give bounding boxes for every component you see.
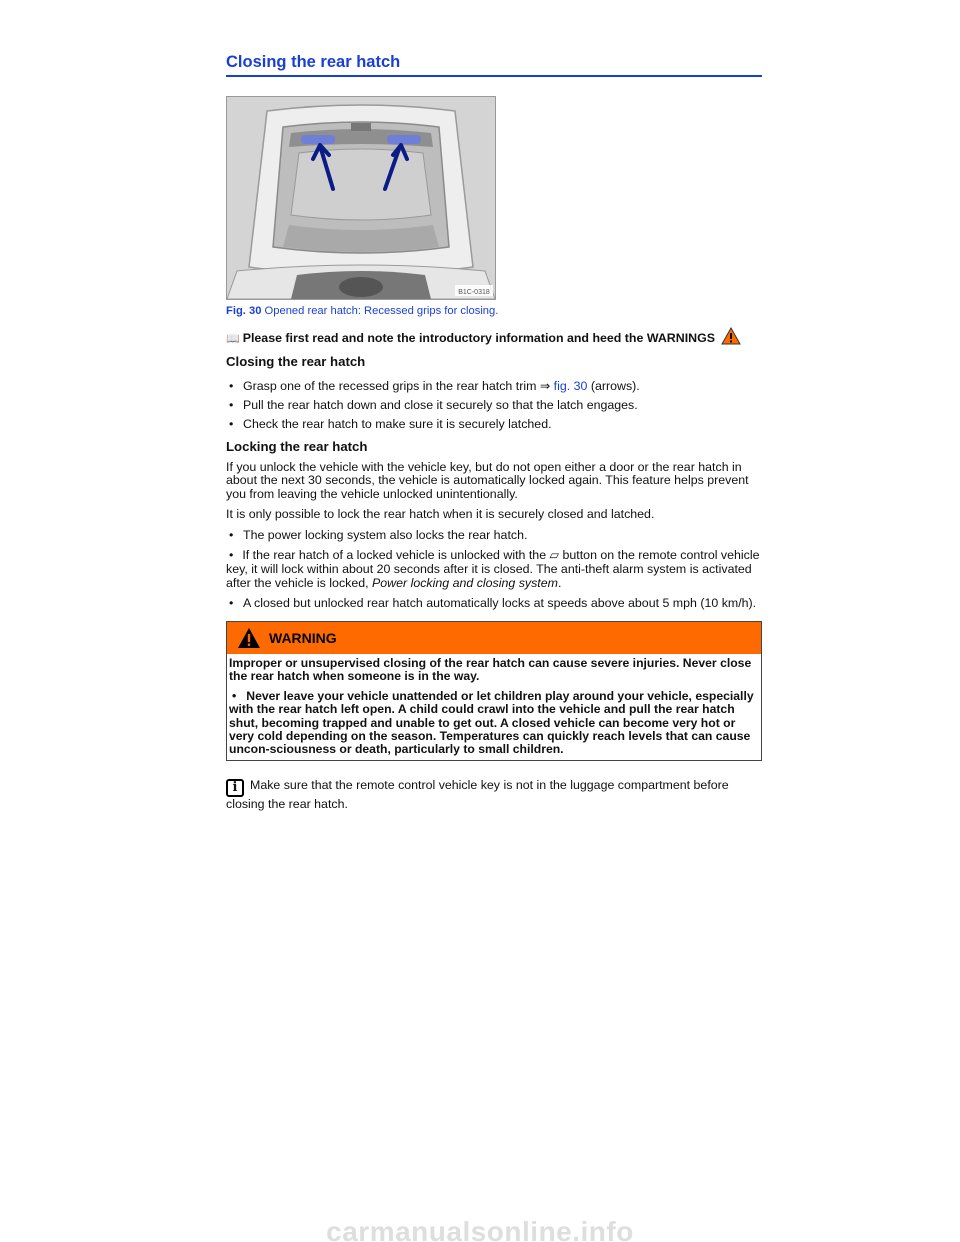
heading-locking: Locking the rear hatch [226,439,368,454]
list-item: • Grasp one of the recessed grips in the rear hatch trim ⇒ fig. 30 (arrows). [229,379,640,393]
warning-bullet: • Never leave your vehicle unattended or let children play around your vehicle, especially with the rear hatch left open. A child could crawl into the vehicle and pull the rear hatch shut, becoming trapped and unable to get out. A closed vehicle can become very hot or very cold depending on the season. Temperatures can quickly reach levels that can cause uncon-sciousness or death, particularly to small children. [229,688,754,757]
intro-text: Please first read and note the introductory information and heed the WARNINGS [242,331,715,345]
warning-title: WARNING [269,630,337,646]
rear-hatch-illustration [227,97,495,299]
unlock-hatch-icon: ⏥ [549,548,560,562]
list-item: • The power locking system also locks the rear hatch. [229,528,528,542]
locking-paragraph-2: It is only possible to lock the rear hatch when it is securely closed and latched. [226,507,655,521]
figure-caption [226,305,498,317]
warning-paragraph: Improper or unsupervised closing of the rear hatch can cause severe injuries. Never close the rear hatch when someone is in the way. [229,656,752,684]
warning-header [227,622,761,654]
warning-box [226,621,762,761]
figure-code: B1C-0318 [458,289,490,296]
list-item: • Check the rear hatch to make sure it is securely latched. [229,417,552,431]
note-text: Make sure that the remote control vehicle key is not in the luggage compartment before closing the rear hatch. [226,778,729,811]
cross-reference[interactable]: Power locking and closing system [372,576,558,590]
warning-triangle-icon [721,327,741,345]
info-note [226,778,756,811]
page-title: Closing the rear hatch [226,53,762,77]
book-icon: 📖 [226,332,240,345]
figure-caption-text: Opened rear hatch: Recessed grips for closing. [264,305,499,317]
intro-note [226,329,741,347]
closing-steps-list [226,379,762,436]
watermark: carmanualsonline.info [326,1218,634,1242]
list-item: • Pull the rear hatch down and close it securely so that the latch engages. [229,398,638,412]
list-item: • If the rear hatch of a locked vehicle is unlocked with the ⏥ button on the remote control vehicle key, it will lock within about 20 seconds after it is closed. The anti-theft alarm system is activated after the vehicle is locked, Power locking and closing system. [226,548,760,590]
locking-list [226,528,762,616]
locking-paragraph-1: If you unlock the vehicle with the vehicle key, but do not open either a door or the rear hatch in about the next 30 seconds, the vehicle is automatically locked again. This feature helps prevent you from leaving the vehicle unlocked unintentionally. [226,460,749,501]
figure-rear-hatch [226,96,496,300]
info-icon: i [226,779,244,797]
fig-link[interactable]: fig. 30 [553,379,588,393]
figure-caption-label: Fig. 30 [226,305,262,317]
list-item: • A closed but unlocked rear hatch automatically locks at speeds above about 5 mph (10 km/h). [229,596,757,610]
heading-closing: Closing the rear hatch [226,354,366,369]
warning-body [227,654,761,757]
warning-triangle-icon [237,627,261,649]
